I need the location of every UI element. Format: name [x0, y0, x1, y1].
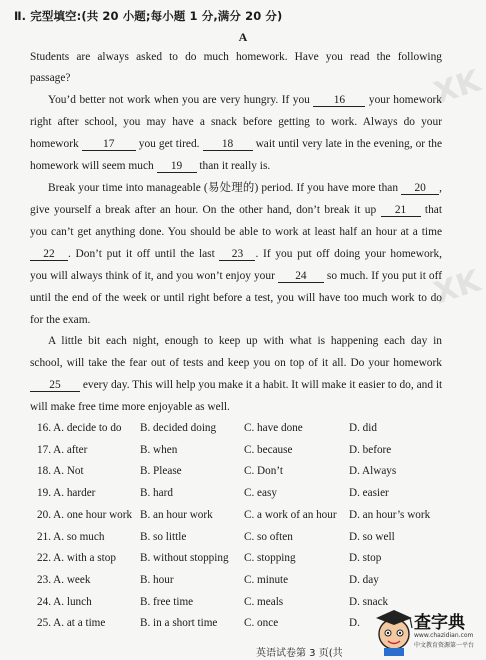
passage-line: [30, 378, 442, 392]
question-row: [37, 573, 457, 587]
option-a: 18. A. Not: [37, 465, 84, 478]
passage-letter: A: [238, 30, 248, 44]
passage-line: [30, 50, 442, 64]
passage-text: until the end of the week or until right before a test, you will have too much work to do: [30, 292, 442, 304]
answer-blank: 18: [203, 138, 253, 151]
option-c: C. so often: [244, 530, 293, 543]
question-row: [37, 464, 457, 478]
passage-text: wait until very late in the evening, or the: [252, 138, 442, 150]
section-title: Ⅱ. 完型填空:(共 20 小题;每小题 1 分,满分 20 分): [14, 9, 283, 23]
option-a: 20. A. one hour work: [37, 508, 133, 521]
passage-text: . If you put off doing your homework,: [255, 248, 442, 260]
option-c: C. stopping: [244, 552, 296, 565]
watermark: XK: [429, 63, 485, 112]
passage-line: [30, 137, 442, 151]
option-b: B. hard: [140, 487, 173, 500]
option-a: 23. A. week: [37, 573, 91, 586]
option-d: D. easier: [349, 487, 389, 500]
passage-text: Break your time into manageable (易处理的) period. If you have more than: [48, 182, 402, 194]
option-c: C. minute: [244, 573, 289, 586]
option-a: 19. A. harder: [37, 487, 96, 500]
option-c: C. a work of an hour: [244, 508, 337, 521]
answer-blank: 21: [381, 204, 421, 217]
answer-blank: 23: [219, 248, 255, 261]
option-b: B. decided doing: [140, 422, 217, 434]
option-b: B. when: [140, 443, 178, 456]
option-c: C. meals: [244, 595, 284, 608]
passage-line: [30, 115, 442, 129]
page-footer: 英语试卷第 3 页(共: [256, 648, 343, 659]
option-d: D. before: [349, 443, 392, 456]
question-row: [37, 443, 457, 457]
option-d: D. snack: [349, 595, 389, 608]
option-b: B. an hour work: [140, 508, 213, 521]
passage-text: you get tired.: [135, 138, 203, 150]
passage-line: [48, 181, 442, 195]
answer-blank: 22: [30, 248, 68, 261]
option-a: 16. A. decide to do: [37, 422, 122, 434]
answer-blank: 20: [401, 182, 439, 195]
passage-line: [48, 93, 442, 107]
passage-text: every day. This will help you make it a habit. It will make it easier to do, and it: [80, 379, 443, 391]
passage-line: [30, 71, 442, 85]
passage-line: [30, 313, 442, 327]
passage-text: . Don’t put it off until the last: [68, 248, 220, 260]
answer-blank: 24: [278, 270, 324, 283]
option-d: D. stop: [349, 552, 382, 565]
option-d: D. Always: [349, 465, 397, 478]
passage-text: homework: [30, 138, 82, 150]
passage-text: ,: [439, 182, 442, 194]
option-a: 21. A. so much: [37, 530, 105, 543]
passage-text: that: [420, 204, 442, 216]
option-a: 25. A. at a time: [37, 617, 106, 630]
option-a: 17. A. after: [37, 443, 88, 456]
option-b: B. without stopping: [140, 552, 229, 565]
option-b: B. free time: [140, 595, 194, 608]
passage-line: [30, 356, 442, 370]
passage-line: [30, 400, 442, 414]
option-b: B. Please: [140, 465, 182, 478]
option-c: C. Don’t: [244, 465, 283, 478]
passage-text: will make free time more enjoyable as well.: [30, 401, 230, 413]
answer-blank: 19: [157, 160, 197, 173]
watermark: XK: [429, 263, 485, 312]
passage-text: so much. If you put it off: [323, 270, 442, 282]
passage-text: right after school, you may have a snack before getting to work. Always do your: [30, 116, 442, 128]
answer-blank: 17: [82, 138, 136, 151]
option-c: C. once: [244, 617, 279, 630]
logo-url: www.chazidian.com: [414, 632, 474, 639]
option-d: D. so well: [349, 530, 395, 543]
passage-line: [30, 247, 442, 261]
option-b: B. so little: [140, 530, 187, 543]
passage-text: your homework: [365, 94, 442, 106]
answer-blank: 25: [30, 379, 80, 392]
passage-line: [30, 291, 442, 305]
option-d: D. an hour’s work: [349, 508, 431, 521]
option-b: B. hour: [140, 573, 174, 586]
option-b: B. in a short time: [140, 617, 218, 630]
option-d: D.: [349, 617, 360, 630]
passage-text: school, will take the fear out of tests and keep you on top of it all. Do your homework: [30, 357, 442, 369]
passage-text: you will always think of it, and you won’t enjoy your: [30, 270, 278, 282]
passage-text: you can’t get anything done. You should be able to work at least half an hour at a time: [30, 226, 442, 238]
passage-line: [30, 225, 442, 239]
option-c: C. easy: [244, 487, 277, 500]
option-c: C. because: [244, 443, 293, 456]
option-a: 24. A. lunch: [37, 595, 92, 608]
passage-text: for the exam.: [30, 314, 91, 326]
passage-text: A little bit each night, enough to keep up with what is happening each day in: [48, 335, 442, 347]
passage-text: homework will seem much: [30, 160, 157, 172]
passage-line: [48, 334, 442, 348]
passage-text: Students are always asked to do much homework. Have you read the following: [30, 51, 442, 63]
question-row: [37, 421, 457, 435]
passage-text: than it really is.: [196, 160, 271, 172]
logo-text: 查字典: [414, 613, 465, 633]
option-d: D. day: [349, 573, 379, 586]
option-c: C. have done: [244, 422, 303, 434]
question-row: [37, 530, 457, 544]
logo-slogan: 中文教育资源第一平台: [414, 642, 475, 649]
answer-blank: 16: [313, 94, 365, 107]
passage-text: give yourself a break after an hour. On the other hand, don’t break it up: [30, 204, 381, 216]
passage-text: You’d better not work when you are very hungry. If you: [48, 94, 314, 106]
passage-line: [30, 159, 442, 173]
question-row: [37, 508, 457, 522]
passage-line: [30, 203, 442, 217]
passage-line: [30, 269, 442, 283]
option-a: 22. A. with a stop: [37, 552, 116, 565]
passage-text: passage?: [30, 72, 71, 84]
option-d: D. did: [349, 422, 377, 434]
question-row: [37, 486, 457, 500]
question-row: [37, 551, 457, 565]
